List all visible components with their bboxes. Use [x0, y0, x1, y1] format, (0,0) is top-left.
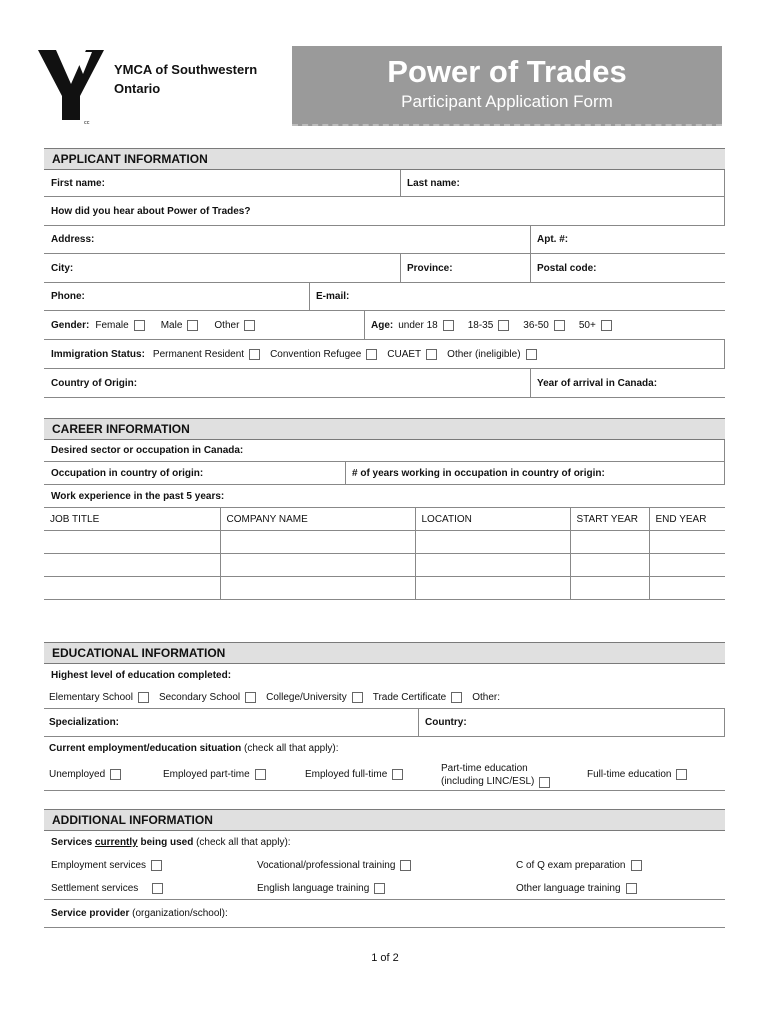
situation-full-time[interactable]: Employed full-time — [298, 759, 438, 790]
applicant-heading: APPLICANT INFORMATION — [44, 148, 725, 170]
service-vocational[interactable]: Vocational/professional training — [250, 854, 510, 877]
end-year-cell[interactable] — [649, 531, 725, 554]
hear-about-row — [44, 197, 725, 226]
age-36-50[interactable]: 36-50 — [523, 320, 565, 331]
country-field[interactable] — [418, 709, 725, 736]
services-label: Services currently being used (check all that apply): — [51, 837, 291, 848]
address-field[interactable] — [44, 226, 530, 253]
levels-row — [44, 686, 725, 709]
years-working-field[interactable] — [345, 462, 725, 484]
service-other-language[interactable]: Other language training — [509, 877, 725, 899]
specialization-label: Specialization: — [49, 717, 120, 728]
situation-row — [44, 759, 725, 791]
ymca-logo — [36, 44, 106, 126]
checkbox[interactable] — [366, 349, 377, 360]
situation-part-time[interactable]: Employed part-time — [156, 759, 298, 790]
country-origin-label: Country of Origin: — [51, 377, 138, 389]
first-name-field[interactable] — [44, 170, 400, 196]
company-name-cell[interactable] — [220, 531, 415, 554]
occupation-row — [44, 462, 725, 485]
location-cell[interactable] — [415, 531, 570, 554]
phone-label: Phone: — [51, 291, 85, 302]
immigration-permanent-resident[interactable]: Permanent Resident — [153, 349, 260, 360]
phone-field[interactable] — [44, 283, 309, 310]
city-row — [44, 254, 725, 283]
job-title-cell[interactable] — [44, 577, 220, 600]
additional-section — [44, 809, 725, 928]
country-origin-field[interactable] — [44, 369, 530, 397]
job-title-cell[interactable] — [44, 554, 220, 577]
age-group — [364, 311, 725, 339]
checkbox[interactable] — [249, 349, 260, 360]
start-year-cell[interactable] — [570, 577, 649, 600]
checkbox[interactable] — [676, 769, 687, 780]
checkbox[interactable] — [134, 320, 145, 331]
checkbox[interactable] — [245, 692, 256, 703]
gender-label: Gender: — [51, 319, 90, 331]
service-provider-field[interactable]: Service provider (organization/school): — [51, 908, 228, 919]
level-secondary[interactable]: Secondary School — [159, 692, 256, 703]
title-banner — [292, 46, 722, 126]
country-label: Country: — [425, 717, 467, 728]
province-field[interactable] — [400, 254, 530, 282]
gender-female[interactable]: Female — [95, 320, 144, 331]
education-levels-group — [44, 686, 725, 708]
page-number: 1 of 2 — [371, 952, 399, 964]
hear-about-label: How did you hear about Power of Trades? — [51, 205, 251, 217]
checkbox[interactable] — [110, 769, 121, 780]
location-cell[interactable] — [415, 554, 570, 577]
start-year-cell[interactable] — [570, 531, 649, 554]
checkbox[interactable] — [138, 692, 149, 703]
year-arrival-field[interactable] — [530, 369, 725, 397]
contact-row — [44, 283, 725, 311]
immigration-group — [44, 340, 725, 368]
work-experience-table — [44, 507, 725, 600]
desired-occupation-label: Desired sector or occupation in Canada: — [51, 445, 244, 456]
education-heading: EDUCATIONAL INFORMATION — [44, 642, 725, 664]
additional-heading: ADDITIONAL INFORMATION — [44, 809, 725, 831]
svg-text:cc: cc — [84, 120, 90, 126]
service-cofq-exam[interactable]: C of Q exam preparation — [509, 854, 725, 877]
col-location: LOCATION — [415, 508, 570, 531]
service-english[interactable]: English language training — [250, 877, 510, 899]
postal-code-field[interactable] — [530, 254, 725, 282]
city-field[interactable] — [44, 254, 400, 282]
situation-label: Current employment/education situation (check all that apply): — [49, 742, 339, 754]
immigration-convention-refugee[interactable]: Convention Refugee — [270, 349, 377, 360]
career-section — [44, 418, 725, 600]
last-name-label: Last name: — [407, 177, 460, 189]
gender-age-row — [44, 311, 725, 340]
services-row-1 — [44, 854, 725, 877]
specialization-field[interactable] — [44, 709, 418, 736]
table-row — [44, 531, 725, 554]
level-other[interactable]: Other: — [472, 691, 501, 703]
col-company-name: COMPANY NAME — [220, 508, 415, 531]
table-row — [44, 577, 725, 600]
service-employment[interactable]: Employment services — [44, 854, 250, 877]
education-section — [44, 642, 725, 791]
immigration-cuaet[interactable]: CUAET — [387, 349, 437, 360]
services-header-row — [44, 831, 725, 854]
apt-field[interactable] — [530, 226, 725, 253]
email-field[interactable] — [309, 283, 725, 310]
age-50-plus[interactable]: 50+ — [579, 320, 612, 331]
desired-occupation-field[interactable] — [44, 440, 725, 461]
start-year-cell[interactable] — [570, 554, 649, 577]
immigration-other[interactable]: Other (ineligible) — [447, 349, 536, 360]
gender-male[interactable]: Male — [161, 320, 199, 331]
year-arrival-label: Year of arrival in Canada: — [537, 377, 658, 389]
service-settlement[interactable]: Settlement services — [44, 877, 250, 899]
situation-header-row — [44, 737, 725, 759]
level-trade[interactable]: Trade Certificate — [373, 692, 463, 703]
company-name-cell[interactable] — [220, 577, 415, 600]
col-end-year: END YEAR — [649, 508, 725, 531]
applicant-section — [44, 148, 725, 398]
occupation-origin-field[interactable] — [44, 462, 345, 484]
checkbox[interactable] — [554, 320, 565, 331]
level-elementary[interactable]: Elementary School — [49, 692, 149, 703]
situation-full-time-education[interactable]: Full-time education — [580, 759, 725, 790]
checkbox[interactable] — [400, 860, 411, 871]
checkbox[interactable] — [426, 349, 437, 360]
checkbox[interactable] — [374, 883, 385, 894]
table-row — [44, 554, 725, 577]
org-name: YMCA of Southwestern Ontario — [114, 62, 258, 96]
checkbox[interactable] — [626, 883, 637, 894]
gender-group — [44, 311, 364, 339]
desired-row — [44, 440, 725, 462]
checkbox[interactable] — [601, 320, 612, 331]
situation-part-time-education[interactable]: Part-time education (including LINC/ESL) — [434, 759, 584, 790]
job-title-cell[interactable] — [44, 531, 220, 554]
form-subtitle: Participant Application Form — [401, 92, 613, 111]
hear-about-field[interactable] — [44, 197, 725, 225]
first-name-label: First name: — [51, 177, 105, 189]
checkbox[interactable] — [539, 777, 550, 788]
immigration-label: Immigration Status: — [51, 348, 145, 360]
company-name-cell[interactable] — [220, 554, 415, 577]
checkbox[interactable] — [526, 349, 537, 360]
highest-education-label: Highest level of education completed: — [51, 669, 232, 681]
name-row — [44, 170, 725, 197]
situation-unemployed[interactable]: Unemployed — [44, 759, 156, 790]
services-row-2 — [44, 877, 725, 900]
work-exp-row — [44, 485, 725, 507]
gender-other[interactable]: Other — [214, 320, 255, 331]
end-year-cell[interactable] — [649, 577, 725, 600]
checkbox[interactable] — [151, 860, 162, 871]
col-job-title: JOB TITLE — [44, 508, 220, 531]
origin-row — [44, 369, 725, 398]
table-header-row — [44, 508, 725, 531]
checkbox[interactable] — [631, 860, 642, 871]
occupation-origin-label: Occupation in country of origin: — [51, 467, 204, 479]
specialization-row — [44, 709, 725, 737]
checkbox[interactable] — [451, 692, 462, 703]
age-under-18[interactable]: under 18 — [398, 320, 453, 331]
location-cell[interactable] — [415, 577, 570, 600]
address-label: Address: — [51, 234, 95, 245]
postal-code-label: Postal code: — [537, 262, 597, 274]
immigration-row — [44, 340, 725, 369]
checkbox[interactable] — [255, 769, 266, 780]
level-college[interactable]: College/University — [266, 692, 363, 703]
age-label: Age: — [371, 319, 394, 331]
col-start-year: START YEAR — [570, 508, 649, 531]
checkbox[interactable] — [244, 320, 255, 331]
checkbox[interactable] — [187, 320, 198, 331]
province-label: Province: — [407, 262, 453, 274]
checkbox[interactable] — [392, 769, 403, 780]
apt-label: Apt. #: — [537, 234, 569, 245]
checkbox[interactable] — [443, 320, 454, 331]
last-name-field[interactable] — [400, 170, 725, 196]
address-row — [44, 226, 725, 254]
checkbox[interactable] — [152, 883, 163, 894]
career-heading: CAREER INFORMATION — [44, 418, 725, 440]
checkbox[interactable] — [498, 320, 509, 331]
city-label: City: — [51, 262, 74, 274]
highest-row — [44, 664, 725, 686]
provider-row — [44, 900, 725, 928]
form-title: Power of Trades — [387, 54, 627, 89]
work-experience-label: Work experience in the past 5 years: — [51, 490, 225, 502]
years-working-label: # of years working in occupation in country of origin: — [352, 467, 605, 479]
age-18-35[interactable]: 18-35 — [468, 320, 510, 331]
checkbox[interactable] — [352, 692, 363, 703]
end-year-cell[interactable] — [649, 554, 725, 577]
email-label: E-mail: — [316, 291, 350, 302]
